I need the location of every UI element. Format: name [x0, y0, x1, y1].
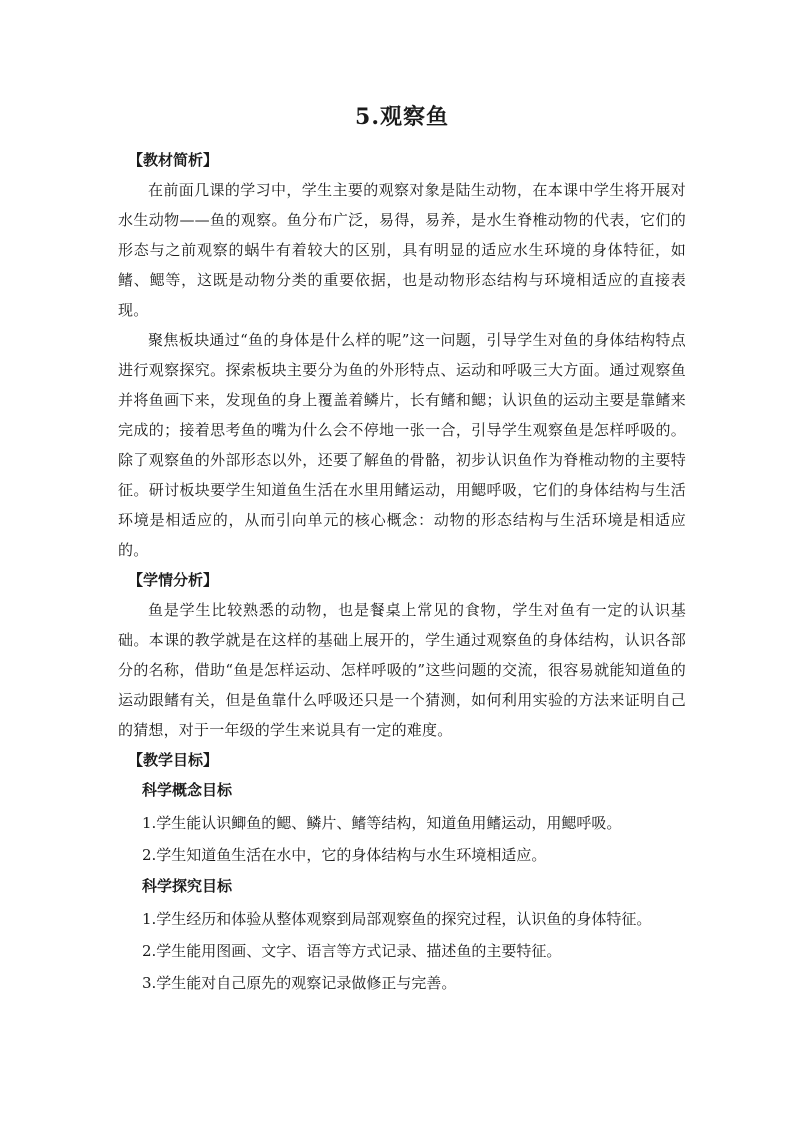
list-item: 3.学生能对自己原先的观察记录做修正与完善。	[142, 974, 457, 992]
sub-heading-concept-goals: 科学概念目标	[142, 781, 233, 799]
list-item: 2.学生能用图画、文字、语言等方式记录、描述鱼的主要特征。	[142, 942, 562, 960]
list-item: 2.学生知道鱼生活在水中，它的身体结构与水生环境相适应。	[142, 846, 547, 864]
section-heading-textbook-analysis: 【教材简析】	[128, 151, 219, 169]
document-title: 5.观察鱼	[355, 104, 449, 130]
section-teaching-goals	[118, 745, 686, 999]
paragraph: 在前面几课的学习中，学生主要的观察对象是陆生动物，在本课中学生将开展对水生动物——鱼的观察。鱼分布广泛，易得，易养，是水生脊椎动物的代表，它们的形态与之前观察的蜗牛有着较大的区别，具有明显的适应水生环境的身体特征，如鳍、鳃等，这既是动物分类的重要依据，也是动物形态结构与环境相适应的直接表现。	[118, 181, 686, 319]
section-heading-teaching-goals: 【教学目标】	[128, 751, 219, 769]
section-textbook-analysis	[118, 145, 686, 565]
list-item: 1.学生经历和体验从整体观察到局部观察鱼的探究过程，认识鱼的身体特征。	[142, 910, 652, 928]
document-page	[118, 100, 686, 999]
section-heading-student-analysis: 【学情分析】	[128, 571, 219, 589]
paragraph: 鱼是学生比较熟悉的动物，也是餐桌上常见的食物，学生对鱼有一定的认识基础。本课的教学就是在这样的基础上展开的，学生通过观察鱼的身体结构，认识各部分的名称，借助“鱼是怎样运动、怎样呼吸的”这些问题的交流，很容易就能知道鱼的运动跟鳍有关，但是鱼靠什么呼吸还只是一个猜测，如何利用实验的方法来证明自己的猜想，对于一年级的学生来说具有一定的难度。	[118, 601, 686, 739]
sub-heading-inquiry-goals: 科学探究目标	[142, 877, 233, 895]
list-item: 1.学生能认识鲫鱼的鳃、鳞片、鳍等结构，知道鱼用鳍运动，用鳃呼吸。	[142, 814, 622, 832]
paragraph: 聚焦板块通过“鱼的身体是什么样的呢”这一问题，引导学生对鱼的身体结构特点进行观察探究。探索板块主要分为鱼的外形特点、运动和呼吸三大方面。通过观察鱼并将鱼画下来，发现鱼的身上覆盖着鳞片，长有鳍和鳃；认识鱼的运动主要是靠鳍来完成的；接着思考鱼的嘴为什么会不停地一张一合，引导学生观察鱼是怎样呼吸的。除了观察鱼的外部形态以外，还要了解鱼的骨骼，初步认识鱼作为脊椎动物的主要特征。研讨板块要学生知道鱼生活在水里用鳍运动，用鳃呼吸，它们的身体结构与生活环境是相适应的，从而引向单元的核心概念：动物的形态结构与生活环境是相适应的。	[118, 331, 686, 559]
section-student-analysis	[118, 565, 686, 745]
